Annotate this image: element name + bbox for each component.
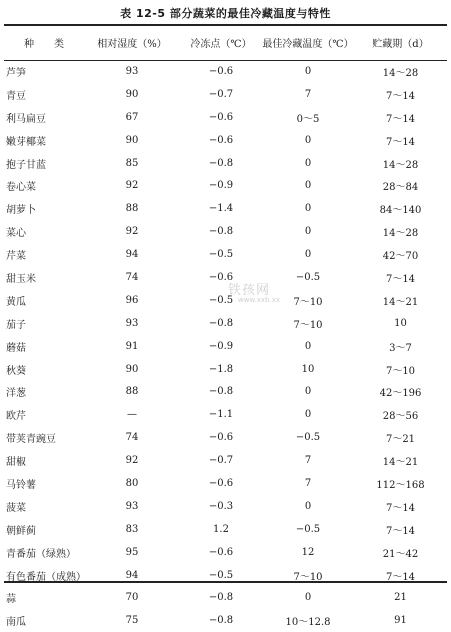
- cell-storage-period: 42～70: [382, 251, 419, 263]
- cell-freezing-point: −0.8: [208, 592, 234, 604]
- cell-humidity: 95: [125, 546, 139, 558]
- cell-variety: 芦笋: [6, 67, 26, 79]
- cell-storage-temp: 10: [301, 363, 315, 375]
- cell-variety: 茄子: [6, 319, 26, 331]
- table-body: [4, 60, 447, 632]
- cell-storage-temp: 12: [301, 546, 315, 558]
- cell-variety: 洋葱: [6, 388, 26, 400]
- cell-storage-period: 7～14: [385, 136, 416, 148]
- cell-freezing-point: −1.8: [208, 363, 234, 375]
- cell-humidity: 94: [125, 569, 139, 581]
- cell-storage-period: 91: [394, 615, 407, 627]
- cell-storage-period: 7～14: [385, 502, 416, 514]
- cell-humidity: 74: [125, 432, 139, 444]
- table-row: [4, 472, 447, 495]
- header-freezing-point: 冷冻点（℃）: [190, 39, 252, 50]
- cell-variety: 黄瓜: [6, 296, 26, 308]
- cell-storage-temp: 7～10: [293, 319, 323, 331]
- cell-freezing-point: −0.9: [208, 340, 234, 352]
- table-row: [4, 335, 447, 358]
- cell-freezing-point: −0.8: [208, 226, 234, 238]
- cell-variety: 胡萝卜: [6, 205, 36, 217]
- cell-humidity: 90: [125, 363, 139, 375]
- cell-storage-temp: 10～12.8: [285, 617, 331, 629]
- cell-storage-period: 7～14: [385, 113, 416, 125]
- cell-humidity: 90: [125, 88, 139, 100]
- cell-humidity: —: [127, 409, 137, 421]
- cell-variety: 青番茄（绿熟）: [6, 548, 76, 560]
- cell-freezing-point: −0.6: [208, 477, 234, 489]
- cell-storage-temp: 0: [304, 134, 312, 146]
- header-storage-period: 贮藏期（d）: [372, 39, 429, 50]
- watermark-url: www.xxb.xx: [238, 296, 280, 304]
- cell-variety: 利马扁豆: [6, 113, 46, 125]
- cell-storage-period: 14～28: [382, 159, 419, 171]
- cell-storage-temp: 0: [304, 180, 312, 192]
- cell-storage-temp: 0: [304, 386, 312, 398]
- cell-storage-period: 14～28: [382, 67, 419, 79]
- cell-humidity: 96: [125, 294, 139, 306]
- table-row: [4, 312, 447, 335]
- cell-storage-period: 84～140: [379, 205, 422, 217]
- cell-variety: 南瓜: [6, 617, 26, 629]
- table-row: [4, 380, 447, 403]
- cell-storage-temp: 0: [304, 249, 312, 261]
- header-humidity: 相对湿度（%）: [97, 39, 167, 50]
- cell-variety: 青豆: [6, 90, 26, 102]
- cell-storage-temp: 0: [304, 203, 312, 215]
- cell-freezing-point: −0.8: [208, 157, 234, 169]
- cell-storage-period: 28～56: [382, 411, 419, 423]
- table-row: [4, 541, 447, 564]
- cell-storage-period: 14～21: [382, 457, 419, 469]
- cell-storage-temp: 7: [304, 88, 312, 100]
- cell-storage-temp: 7: [304, 455, 312, 467]
- cell-humidity: 90: [125, 134, 139, 146]
- cell-storage-period: 7～14: [385, 90, 416, 102]
- table-row: [4, 586, 447, 609]
- table-row: [4, 426, 447, 449]
- cell-freezing-point: −0.6: [208, 546, 234, 558]
- cell-storage-temp: 7～10: [293, 296, 323, 308]
- cell-freezing-point: −0.6: [208, 65, 234, 77]
- cell-freezing-point: −1.4: [208, 203, 234, 215]
- watermark-text: 铁孩网: [228, 283, 271, 298]
- vegetable-storage-table: [4, 25, 447, 632]
- cell-variety: 嫩芽椰菜: [6, 136, 46, 148]
- cell-variety: 马铃薯: [6, 479, 36, 491]
- cell-variety: 朝鲜蓟: [6, 525, 36, 537]
- cell-humidity: 94: [125, 249, 139, 261]
- cell-variety: 甜玉米: [6, 273, 36, 285]
- cell-humidity: 92: [125, 180, 139, 192]
- cell-storage-temp: 0: [304, 409, 312, 421]
- cell-humidity: 92: [125, 455, 139, 467]
- cell-freezing-point: −0.7: [208, 455, 234, 467]
- table-row: [4, 609, 447, 632]
- cell-humidity: 93: [125, 65, 139, 77]
- cell-humidity: 80: [125, 477, 139, 489]
- cell-storage-period: 14～28: [382, 228, 419, 240]
- table-row: [4, 403, 447, 426]
- cell-variety: 蘑菇: [6, 342, 26, 354]
- cell-storage-temp: 0: [304, 65, 312, 77]
- cell-variety: 欧芹: [6, 411, 26, 423]
- cell-variety: 卷心菜: [6, 182, 36, 194]
- cell-freezing-point: −0.7: [208, 88, 234, 100]
- cell-freezing-point: 1.2: [213, 523, 229, 535]
- cell-variety: 有色番茄（成熟）: [6, 571, 86, 583]
- table-caption: 表 12-5 部分蔬菜的最佳冷藏温度与特性: [120, 7, 331, 20]
- table-row: [4, 174, 447, 197]
- cell-storage-temp: 7～10: [293, 571, 323, 583]
- cell-storage-temp: 0: [304, 157, 312, 169]
- cell-freezing-point: −0.6: [208, 134, 234, 146]
- cell-storage-period: 7～10: [385, 365, 416, 377]
- cell-variety: 抱子甘蓝: [6, 159, 46, 171]
- cell-humidity: 67: [125, 111, 139, 123]
- cell-humidity: 85: [125, 157, 139, 169]
- cell-storage-period: 3～7: [389, 342, 412, 354]
- cell-humidity: 91: [125, 340, 139, 352]
- cell-humidity: 93: [125, 317, 139, 329]
- cell-freezing-point: −0.5: [208, 294, 234, 306]
- table-row: [4, 564, 447, 587]
- table-row: [4, 289, 447, 312]
- table-row: [4, 106, 447, 129]
- cell-storage-period: 28～84: [382, 182, 419, 194]
- cell-freezing-point: −0.6: [208, 432, 234, 444]
- cell-storage-period: 7～14: [385, 273, 416, 285]
- table-row: [4, 243, 447, 266]
- cell-humidity: 92: [125, 226, 139, 238]
- cell-storage-period: 7～21: [385, 434, 416, 446]
- cell-storage-period: 112～168: [376, 479, 425, 491]
- table-row: [4, 358, 447, 381]
- cell-variety: 菠菜: [6, 502, 26, 514]
- cell-storage-period: 21: [394, 592, 407, 604]
- header-storage-temp: 最佳冷藏温度（℃）: [262, 39, 354, 50]
- cell-storage-period: 10: [394, 317, 407, 329]
- cell-storage-temp: 0: [304, 592, 312, 604]
- cell-storage-period: 21～42: [382, 548, 419, 560]
- cell-freezing-point: −0.6: [208, 111, 234, 123]
- cell-freezing-point: −0.6: [208, 271, 234, 283]
- cell-freezing-point: −0.8: [208, 317, 234, 329]
- cell-storage-period: 7～14: [385, 525, 416, 537]
- cell-storage-temp: 0: [304, 340, 312, 352]
- cell-humidity: 93: [125, 500, 139, 512]
- cell-humidity: 83: [125, 523, 139, 535]
- cell-variety: 带荚青豌豆: [6, 434, 56, 446]
- table-row: [4, 83, 447, 106]
- cell-storage-period: 42～196: [379, 388, 422, 400]
- table-row: [4, 495, 447, 518]
- cell-variety: 秋葵: [6, 365, 26, 377]
- cell-humidity: 74: [125, 271, 139, 283]
- cell-freezing-point: −0.5: [208, 249, 234, 261]
- cell-humidity: 75: [125, 615, 139, 627]
- table-row: [4, 449, 447, 472]
- header-row: [4, 25, 447, 60]
- cell-storage-temp: 7: [304, 477, 312, 489]
- cell-freezing-point: −0.3: [208, 500, 234, 512]
- watermark: [228, 279, 280, 304]
- cell-freezing-point: −0.8: [208, 615, 234, 627]
- cell-storage-temp: 0: [304, 500, 312, 512]
- cell-humidity: 70: [125, 592, 139, 604]
- table-row: [4, 129, 447, 152]
- cell-variety: 芹菜: [6, 251, 26, 263]
- cell-storage-temp: 0～5: [296, 113, 320, 125]
- cell-freezing-point: −0.5: [208, 569, 234, 581]
- table-row: [4, 518, 447, 541]
- cell-humidity: 88: [125, 386, 139, 398]
- header-variety: 种 类: [24, 39, 64, 50]
- cell-storage-temp: −0.5: [295, 523, 321, 535]
- cell-variety: 菜心: [6, 228, 26, 240]
- cell-variety: 蒜: [6, 594, 16, 606]
- table-row: [4, 60, 447, 83]
- cell-freezing-point: −0.8: [208, 386, 234, 398]
- cell-storage-period: 14～21: [382, 296, 419, 308]
- table-row: [4, 152, 447, 175]
- cell-humidity: 88: [125, 203, 139, 215]
- cell-storage-temp: −0.5: [295, 271, 321, 283]
- cell-variety: 甜椒: [6, 457, 26, 469]
- cell-storage-temp: 0: [304, 226, 312, 238]
- table-row: [4, 220, 447, 243]
- table-row: [4, 266, 447, 289]
- cell-storage-temp: −0.5: [295, 432, 321, 444]
- table-row: [4, 197, 447, 220]
- cell-freezing-point: −0.9: [208, 180, 234, 192]
- cell-storage-period: 7～14: [385, 571, 416, 583]
- cell-freezing-point: −1.1: [208, 409, 234, 421]
